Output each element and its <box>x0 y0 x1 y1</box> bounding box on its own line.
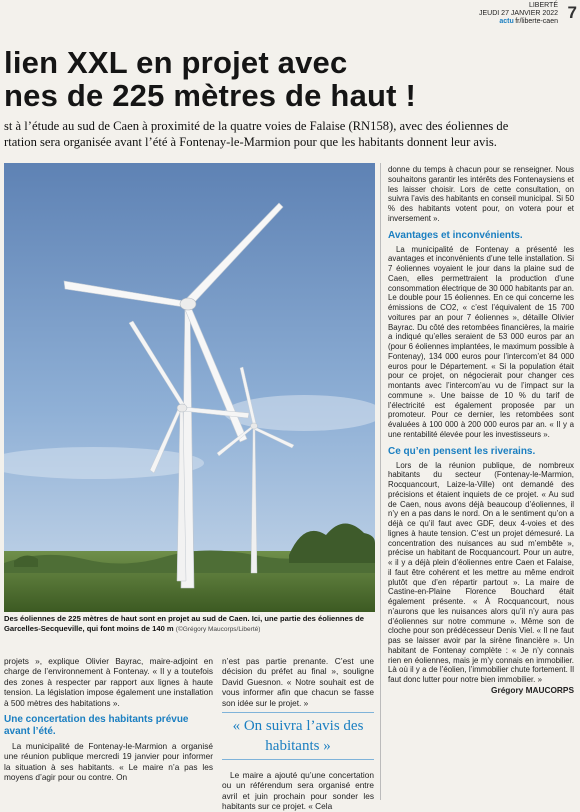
caption-text: Des éoliennes de 225 mètres de haut sont en projet au sud de Caen. Ici, une partie des éoliennes de Garcelles-Secqueville, qui font moins de 140 m <box>4 614 364 633</box>
photo-caption <box>4 614 375 635</box>
masthead-info <box>479 2 558 27</box>
lead-line-2: rtation sera organisée avant l’été à Fontenay-le-Marmion pour que les habitants donnent leur avis. <box>4 135 497 149</box>
column-3-paragraph-2: La municipalité de Fontenay a présenté les avantages et inconvénients d’une telle installation. Si 7 éoliennes voyaient le jour dans la plaine sud de Caen, elles permettraient la production d’une consommation électrique de 30 000 habitants par an. Le double pour 15 éoliennes. En ce qui concerne les émissions de CO2, « c’est l’équivalent de 15 700 voitures par an pour 7 éoliennes », détaille Olivier Bayrac. Du côté des retombées financières, la mairie a indiqué qu’elles seraient de 53 000 euros par an (pour 6 éoliennes implantées, le maximum possible à Fontenay), 134 000 euros pour l’intercom’et 84 000 euros pour le Département. « Si la population était pour ce projet, on négocierait pour changer ces montants avec l’intercom’au vu de l’impact sur la commune ». Une baisse de 10 % du tarif de l’électricité est également proposée par un promoteur. Pour ce dernier, les retombées sont évaluées à 100 000 à 200 000 euros par an. « Il y a une rentabilité élevée pour les investisseurs ». <box>388 244 574 439</box>
lead-paragraph <box>4 118 576 150</box>
masthead <box>0 0 580 34</box>
column-1-subhead: Une concertation des habitants prévue avant l’été. <box>4 714 189 738</box>
headline <box>4 46 416 112</box>
issue-date: JEUDI 27 JANVIER 2022 <box>479 10 558 18</box>
column-3-paragraph-3: Lors de la réunion publique, de nombreux habitants du secteur (Fontenay-le-Marmion, Rocquancourt, Laize-la-Ville) ont demandé des précisions et étaient inquiets de ce projet. « Au sud de Caen, nous avons déjà beaucoup d’éoliennes, il n’y en a pas dans le nord. On a le sentiment qu’on a déjà ce qu’il faut avec GDF, deux 4-voies et des lignes à haute tension. C’est un projet démesuré. La concentration des nuisances au sud m’embête », précise un habitant de Rocquancourt. Pour un autre, « il y a déjà plein d’éoliennes entre Caen et Falaise, il faut être cohérent et les mettre au même endroit plutôt que d’en répartir partout ». La maire de Castine-en-Plaine Florence Bouchard était également présente. « À Rocquancourt, nous n’aurons que les nuisances alors qu’il n’y aura pas d’éoliennes sur notre commune ». Même son de cloche pour son prédécesseur Denis Viel. « Il ne faut pas se laisser avoir par la sirène financière ». Un habitant de Fontenay complète : « Je n’y connais rien en éoliennes, mais je m’y connais en immobilier. Là où il y a de l’éolien, l’immobilier chute fortement. Il faut donc lutter pour notre bien immobilier. » <box>388 460 574 684</box>
paper-name: LIBERTÉ <box>528 2 558 9</box>
headline-line-1: lien XXL en projet avec <box>4 45 348 80</box>
column-3-paragraph-1: donne du temps à chacun pour se renseigner. Nous souhaitons garantir les intérêts des Fontenaysiens et les laisser choisir. Lors de cette consultation, on suivra l’avis des habitants en conseil municipal. Si 50 % des habitants votent pour, on votera pour et inversement ». <box>388 165 574 223</box>
author-signature: Grégory MAUCORPS <box>491 684 574 695</box>
column-3-subhead-1: Avantages et inconvénients. <box>388 229 523 241</box>
source-suffix: /liberte-caen <box>519 18 558 26</box>
column-2-paragraph-1: n’est pas partie prenante. C’est une décision du préfet au final », souligne David Guesnon. « Notre souhait est de vous informer afin que chacun se fasse son idée sur le projet. » <box>222 656 374 708</box>
wind-turbine-illustration <box>4 163 375 612</box>
headline-line-2: nes de 225 mètres de haut ! <box>4 78 417 113</box>
source-link[interactable] <box>479 18 558 26</box>
page-number: 7 <box>567 3 577 22</box>
pull-quote: « On suivra l’avis des habitants » <box>222 712 374 760</box>
column-1 <box>4 656 213 783</box>
column-divider <box>380 163 381 800</box>
column-1-paragraph-1: projets », explique Olivier Bayrac, maire-adjoint en charge de l’environnement à Fontenay. « Il y a toutefois des zones à respecter par rapport aux lignes à haute tension. La législation impose également une installation à 500 mètres des habitations ». <box>4 656 213 708</box>
column-3-subhead-2: Ce qu’en pensent les riverains. <box>388 445 536 457</box>
column-1-paragraph-2: La municipalité de Fontenay-le-Marmion a organisé une réunion publique mercredi 19 janvier pour informer la situation à ses habitants. « Le maire n’a pas les moyens d’agir pour ou contre. On <box>4 741 213 783</box>
source-brand: fr <box>515 18 520 26</box>
photo-credit: (©Grégory Maucorps/Liberté) <box>175 626 261 633</box>
column-2 <box>222 656 374 708</box>
lead-line-1: st à l’étude au sud de Caen à proximité de la quatre voies de Falaise (RN158), avec des éoliennes de <box>4 119 509 133</box>
wind-turbine-photo <box>4 163 375 612</box>
source-prefix: actu <box>499 18 514 26</box>
column-2-continued <box>222 770 374 812</box>
column-2-paragraph-2: Le maire a ajouté qu’une concertation ou un référendum sera organisé entre avril et juin prochain pour sonder les habitants sur ce projet. « Cela <box>222 770 374 812</box>
column-3 <box>388 165 574 696</box>
